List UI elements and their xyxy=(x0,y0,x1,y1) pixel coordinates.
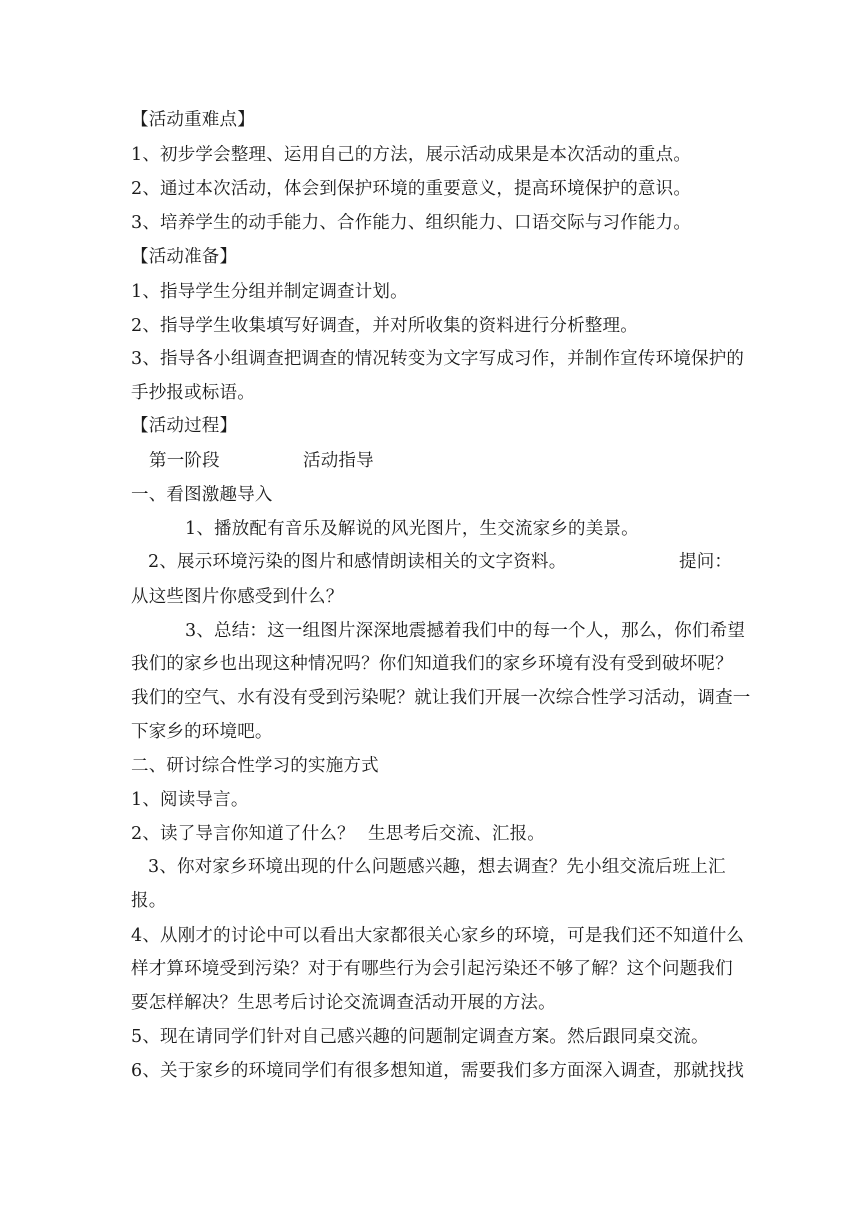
preparation-heading: 【活动准备】 xyxy=(131,247,238,267)
section-1-item-3-line-4: 下家乡的环境吧。 xyxy=(131,722,273,742)
preparation-1: 1、指导学生分组并制定调查计划。 xyxy=(131,282,408,302)
section-2-item-4: 4、从刚才的讨论中可以看出大家都很关心家乡的环境，可是我们还不知道什么 xyxy=(131,926,745,946)
section-1-item-3-line-2: 我们的家乡也出现这种情况吗？你们知道我们的家乡环境有没有受到破坏呢？ xyxy=(131,654,733,674)
section-1-item-2-continued: 从这些图片你感受到什么？ xyxy=(131,587,344,607)
question-label: 提问： xyxy=(679,552,733,572)
preparation-3-continued: 手抄报或标语。 xyxy=(131,383,255,403)
section-2-item-6: 6、关于家乡的环境同学们有很多想知道，需要我们多方面深入调查，那就找找 xyxy=(131,1061,745,1081)
section-2-title: 二、研讨综合性学习的实施方式 xyxy=(131,756,379,776)
key-point-2: 2、通过本次活动，体会到保护环境的重要意义，提高环境保护的意识。 xyxy=(131,179,692,199)
section-2-item-4-line-2: 样才算环境受到污染？对于有哪些行为会引起污染还不够了解？这个问题我们 xyxy=(131,959,733,979)
preparation-3: 3、指导各小组调查把调查的情况转变为文字写成习作，并制作宣传环境保护的 xyxy=(131,349,745,369)
stage-title: 活动指导 xyxy=(303,451,374,471)
section-1-title: 一、看图激趣导入 xyxy=(131,485,273,505)
section-1-item-3: 3、总结：这一组图片深深地震撼着我们中的每一个人，那么，你们希望 xyxy=(185,621,746,641)
key-point-1: 1、初步学会整理、运用自己的方法，展示活动成果是本次活动的重点。 xyxy=(131,145,692,165)
key-point-3: 3、培养学生的动手能力、合作能力、组织能力、口语交际与习作能力。 xyxy=(131,213,692,233)
section-1-item-1: 1、播放配有音乐及解说的风光图片，生交流家乡的美景。 xyxy=(185,519,639,539)
preparation-2: 2、指导学生收集填写好调查，并对所收集的资料进行分析整理。 xyxy=(131,316,638,336)
section-2-item-2: 2、读了导言你知道了什么？ xyxy=(131,824,355,844)
section-2-item-4-line-3: 要怎样解决？生思考后讨论交流调查活动开展的方法。 xyxy=(131,993,556,1013)
stage-label: 第一阶段 xyxy=(149,451,220,471)
key-points-heading: 【活动重难点】 xyxy=(131,110,255,130)
section-2-item-3-continued: 报。 xyxy=(131,891,167,911)
section-2-item-1: 1、阅读导言。 xyxy=(131,790,249,810)
section-2-item-3: 3、你对家乡环境出现的什么问题感兴趣，想去调查？先小组交流后班上汇 xyxy=(148,857,726,877)
section-1-item-3-line-3: 我们的空气、水有没有受到污染呢？就让我们开展一次综合性学习活动，调查一 xyxy=(131,688,751,708)
section-2-item-2-answer: 生思考后交流、汇报。 xyxy=(368,824,545,844)
process-heading: 【活动过程】 xyxy=(131,416,238,436)
section-2-item-5: 5、现在请同学们针对自己感兴趣的问题制定调查方案。然后跟同桌交流。 xyxy=(131,1027,709,1047)
section-1-item-2: 2、展示环境污染的图片和感情朗读相关的文字资料。 xyxy=(148,552,567,572)
